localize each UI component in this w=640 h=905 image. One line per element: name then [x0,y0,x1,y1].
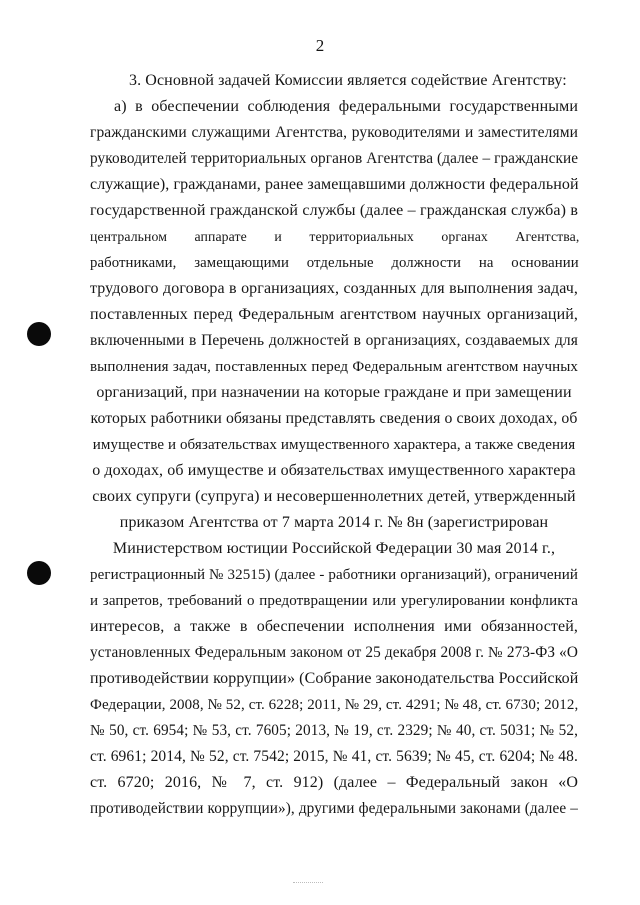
body-line: интересов, а также в обеспечении исполнения ими обязанностей, [90,618,578,635]
body-line: включенными в Перечень должностей в организациях, создаваемых для [90,332,578,349]
binder-hole-top [27,322,51,346]
body-line: и запретов, требований о предотвращении или урегулировании конфликта [90,593,578,609]
body-line: служащие), гражданами, ранее замещавшими должности федеральной [90,176,579,193]
page-number: 2 [315,36,325,55]
body-line: которых работники обязаны представлять сведения о своих доходах, об [90,410,578,427]
body-line: трудового договора в организациях, созданных для выполнения задач, [90,280,578,297]
body-line: своих супруги (супруга) и несовершеннолетних детей, утвержденный [92,488,576,505]
body-line: работниками, замещающими отдельные должности на основании [90,255,579,271]
body-line: о доходах, об имуществе и обязательствах имущественного характера [92,462,576,479]
body-line: противодействии коррупции» (Собрание законодательства Российской [90,670,579,687]
section-heading: 3. Основной задачей Комиссии является содействие Агентству: [129,72,567,89]
body-line: поставленных перед Федеральным агентством научных организаций, [90,306,578,323]
body-line: центральном аппарате и территориальных органах Агентства, [90,229,580,244]
body-line: руководителей территориальных органов Агентства (далее – гражданские [90,150,579,167]
scan-artifact [293,882,323,885]
body-line: регистрационный № 32515) (далее - работники организаций), ограничений [90,567,578,583]
body-line: выполнения задач, поставленных перед Федеральным агентством научных [90,359,578,375]
body-line: установленных Федеральным законом от 25 декабря 2008 г. № 273-ФЗ «О [90,644,578,661]
binder-hole-bottom [27,561,51,585]
body-line: организаций, при назначении на которые граждане и при замещении [96,384,572,401]
body-line: приказом Агентства от 7 марта 2014 г. № 8н (зарегистрирован [119,514,549,531]
body-line: государственной гражданской службы (далее – гражданская служба) в [90,202,578,219]
body-line: а) в обеспечении соблюдения федеральными государственными [114,98,578,115]
body-line: противодействии коррупции»), другими федеральными законами (далее – [90,800,578,817]
body-line: ст. 6720; 2016, № 7, ст. 912) (далее – Федеральный закон «О [90,774,578,791]
body-line: ст. 6961; 2014, № 52, ст. 7542; 2015, № 41, ст. 5639; № 45, ст. 6204; № 48. [90,748,578,765]
body-line: Федерации, 2008, № 52, ст. 6228; 2011, № 29, ст. 4291; № 48, ст. 6730; 2012, [90,697,579,713]
body-line: Министерством юстиции Российской Федерации 30 мая 2014 г., [112,540,556,557]
body-line: гражданскими служащими Агентства, руководителями и заместителями [90,124,578,141]
body-line: № 50, ст. 6954; № 53, ст. 7605; 2013, № 19, ст. 2329; № 40, ст. 5031; № 52, [90,722,578,739]
body-line: имуществе и обязательствах имущественного характера, а также сведения [92,437,576,453]
